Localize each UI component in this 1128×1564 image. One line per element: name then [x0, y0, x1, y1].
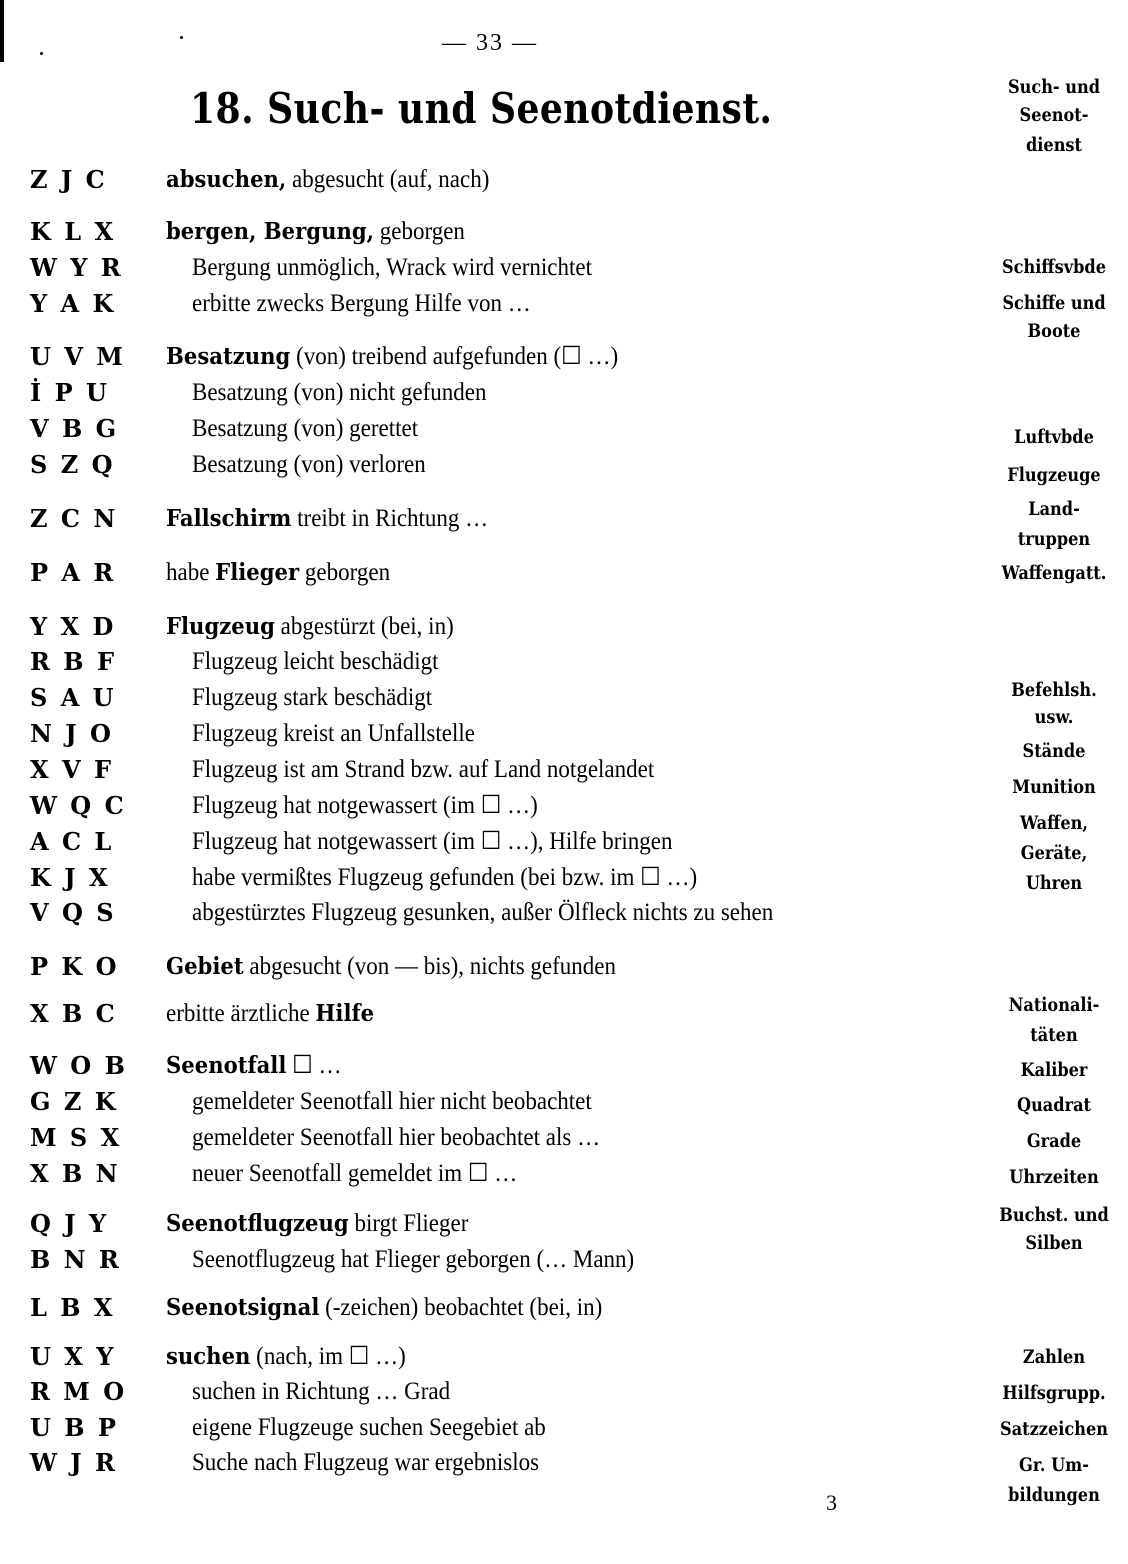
signal-meaning: [192, 1086, 592, 1118]
margin-index-label: bildungen: [1008, 1484, 1100, 1506]
meaning-text: Flugzeug leicht beschädigt: [192, 648, 439, 675]
signal-meaning: [166, 998, 374, 1030]
margin-index-label: Schiffsvbde: [1002, 256, 1106, 278]
margin-index-label: Befehlsh.: [1011, 679, 1097, 701]
signal-meaning: [166, 216, 465, 248]
signal-meaning: [192, 826, 673, 858]
margin-index-label: Hilfsgrupp.: [1002, 1382, 1106, 1404]
section-title: 18. Such- und Seenotdienst.: [190, 84, 773, 133]
signal-meaning: [166, 164, 489, 196]
signal-code: P K O: [30, 952, 118, 981]
meaning-text: gemeldeter Seenotfall hier nicht beobachtet: [192, 1088, 592, 1115]
signal-meaning: [166, 1208, 468, 1240]
meaning-text: Besatzung (von) gerettet: [192, 415, 419, 442]
signal-meaning: [192, 862, 697, 894]
keyword: Seenotflugzeug: [166, 1210, 349, 1237]
margin-index-label: täten: [1030, 1024, 1078, 1046]
margin-index-label: Kaliber: [1020, 1059, 1088, 1081]
margin-index-label: Seenot-: [1019, 104, 1089, 126]
meaning-text: eigene Flugzeuge suchen Seegebiet ab: [192, 1414, 546, 1441]
signal-meaning: [192, 1447, 539, 1479]
margin-index-label: Silben: [1025, 1232, 1083, 1254]
keyword: Besatzung: [166, 343, 291, 370]
signal-meaning: [192, 718, 475, 750]
signature-mark: 3: [826, 1490, 837, 1515]
margin-index-label: Waffen,: [1019, 812, 1089, 834]
signal-meaning: [166, 557, 390, 589]
margin-index-label: Waffengatt.: [1001, 562, 1107, 584]
margin-index-label: Schiffe und: [1002, 292, 1106, 314]
margin-index-label: Zahlen: [1022, 1346, 1086, 1368]
margin-thumb-index: [980, 0, 1128, 1564]
signal-meaning: [192, 646, 439, 678]
meaning-text: Flugzeug ist am Strand bzw. auf Land notgelandet: [192, 756, 655, 783]
signal-meaning: [166, 1292, 602, 1324]
meaning-text: suchen in Richtung … Grad: [192, 1378, 451, 1405]
signal-code: X V F: [30, 755, 112, 784]
signal-code: Y X D: [30, 612, 115, 641]
meaning-text: Flugzeug hat notgewassert (im ☐ …): [192, 792, 538, 819]
signal-code: L B X: [30, 1293, 114, 1322]
meaning-text: habe vermißtes Flugzeug gefunden (bei bzw. im ☐ …): [192, 864, 698, 891]
signal-code: V B G: [30, 414, 118, 443]
meaning-text: Flugzeug hat notgewassert (im ☐ …), Hilfe bringen: [192, 828, 673, 855]
margin-index-label: Land-: [1028, 498, 1080, 520]
signal-code: K J X: [30, 863, 109, 892]
meaning-text: (von) treibend aufgefunden (☐ …): [290, 343, 619, 370]
signal-meaning: [192, 377, 486, 409]
signal-code: R B F: [30, 647, 115, 676]
meaning-text: gemeldeter Seenotfall hier beobachtet als …: [192, 1124, 601, 1151]
signal-code: S A U: [30, 683, 115, 712]
margin-index-label: Gr. Um-: [1019, 1454, 1089, 1476]
meaning-text: (-zeichen) beobachtet (bei, in): [319, 1294, 603, 1321]
keyword: suchen: [166, 1343, 251, 1370]
meaning-text: erbitte zwecks Bergung Hilfe von …: [192, 290, 531, 317]
signal-meaning: [192, 1122, 600, 1154]
signal-code: N J O: [30, 719, 112, 748]
signal-meaning: [192, 252, 592, 284]
keyword: Gebiet: [166, 953, 244, 980]
margin-index-label: Satzzeichen: [1000, 1418, 1108, 1440]
margin-index-label: Grade: [1026, 1130, 1082, 1152]
meaning-text: Besatzung (von) nicht gefunden: [192, 379, 487, 406]
meaning-text: Bergung unmöglich, Wrack wird vernichtet: [192, 254, 592, 281]
signal-code: W Y R: [30, 253, 122, 282]
meaning-text: treibt in Richtung …: [291, 505, 489, 532]
meaning-text: neuer Seenotfall gemeldet im ☐ …: [192, 1160, 518, 1187]
margin-index-label: Boote: [1027, 320, 1081, 342]
meaning-text: Flugzeug stark beschädigt: [192, 684, 433, 711]
signal-meaning: [166, 503, 488, 535]
signal-code: İ P U: [30, 378, 108, 407]
margin-index-label: Luftvbde: [1014, 426, 1094, 448]
meaning-text: ☐ …: [286, 1052, 342, 1079]
meaning-text: Flugzeug kreist an Unfallstelle: [192, 720, 475, 747]
signal-code: U V M: [30, 342, 124, 371]
signal-code: U X Y: [30, 1342, 115, 1371]
signal-code: G Z K: [30, 1087, 117, 1116]
meaning-text: abgestürztes Flugzeug gesunken, außer Ölfleck nichts zu sehen: [192, 899, 774, 926]
signal-code: V Q S: [30, 898, 115, 927]
margin-index-label: dienst: [1025, 134, 1082, 156]
keyword: Seenotfall: [166, 1052, 287, 1079]
signal-code: R M O: [30, 1377, 126, 1406]
signal-meaning: [192, 1158, 517, 1190]
signal-code: M S X: [30, 1123, 121, 1152]
signal-code: A C L: [30, 827, 113, 856]
margin-index-label: Such- und: [1007, 76, 1101, 98]
keyword: Fallschirm: [166, 505, 292, 532]
margin-index-label: usw.: [1034, 706, 1074, 728]
page-number: — 33 —: [442, 30, 538, 56]
margin-index-label: Uhren: [1025, 872, 1083, 894]
signal-code: W J R: [30, 1448, 116, 1477]
signal-code: K L X: [30, 217, 115, 246]
signal-code: B N R: [30, 1245, 120, 1274]
margin-index-label: Uhrzeiten: [1009, 1166, 1099, 1188]
margin-index-label: Flugzeuge: [1007, 464, 1101, 486]
keyword: absuchen,: [166, 166, 287, 193]
margin-index-label: Geräte,: [1020, 842, 1088, 864]
signal-code: Z C N: [30, 504, 117, 533]
keyword: Hilfe: [315, 1000, 375, 1027]
meaning-text: (nach, im ☐ …): [250, 1343, 406, 1370]
margin-index-label: truppen: [1017, 528, 1091, 550]
meaning-prefix: habe: [166, 559, 216, 586]
meaning-text: Besatzung (von) verloren: [192, 451, 426, 478]
signal-meaning: [192, 449, 426, 481]
signal-meaning: [192, 1244, 634, 1276]
signal-code: W O B: [30, 1051, 126, 1080]
signal-code: P A R: [30, 558, 115, 587]
signal-code: Z J C: [30, 165, 106, 194]
signal-code: Y A K: [30, 289, 115, 318]
signal-code: Q J Y: [30, 1209, 108, 1238]
meaning-text: geborgen: [374, 218, 465, 245]
signal-meaning: [166, 341, 618, 373]
signal-meaning: [166, 951, 616, 983]
signal-meaning: [192, 1376, 450, 1408]
signal-meaning: [166, 611, 454, 643]
signal-meaning: [192, 1412, 546, 1444]
meaning-text: birgt Flieger: [348, 1210, 469, 1237]
signal-code: X B N: [30, 1159, 119, 1188]
keyword: Seenotsignal: [166, 1294, 320, 1321]
meaning-text: abgesucht (auf, nach): [286, 166, 490, 193]
meaning-text: geborgen: [299, 559, 391, 586]
keyword: Flugzeug: [166, 613, 275, 640]
signal-meaning: [192, 413, 418, 445]
margin-index-label: Nationali-: [1008, 994, 1100, 1016]
signal-code: X B C: [30, 999, 116, 1028]
signal-meaning: [192, 288, 531, 320]
signal-meaning: [166, 1341, 406, 1373]
signal-meaning: [192, 754, 654, 786]
signal-meaning: [192, 682, 432, 714]
meaning-text: abgesucht (von — bis), nichts gefunden: [243, 953, 617, 980]
signal-code: W Q C: [30, 791, 125, 820]
meaning-prefix: erbitte ärztliche: [166, 1000, 316, 1027]
keyword: bergen, Bergung,: [166, 218, 375, 245]
meaning-text: abgestürzt (bei, in): [274, 613, 454, 640]
margin-index-label: Munition: [1012, 776, 1096, 798]
meaning-text: Seenotflugzeug hat Flieger geborgen (… Mann): [192, 1246, 635, 1273]
signal-code: S Z Q: [30, 450, 114, 479]
margin-index-label: Quadrat: [1016, 1094, 1092, 1116]
signal-meaning: [192, 897, 773, 929]
signal-meaning: [192, 790, 538, 822]
signal-meaning: [166, 1050, 342, 1082]
meaning-text: Suche nach Flugzeug war ergebnislos: [192, 1449, 540, 1476]
margin-index-label: Buchst. und: [999, 1204, 1109, 1226]
signal-code: U B P: [30, 1413, 117, 1442]
keyword: Flieger: [215, 559, 300, 586]
margin-index-label: Stände: [1022, 740, 1086, 762]
